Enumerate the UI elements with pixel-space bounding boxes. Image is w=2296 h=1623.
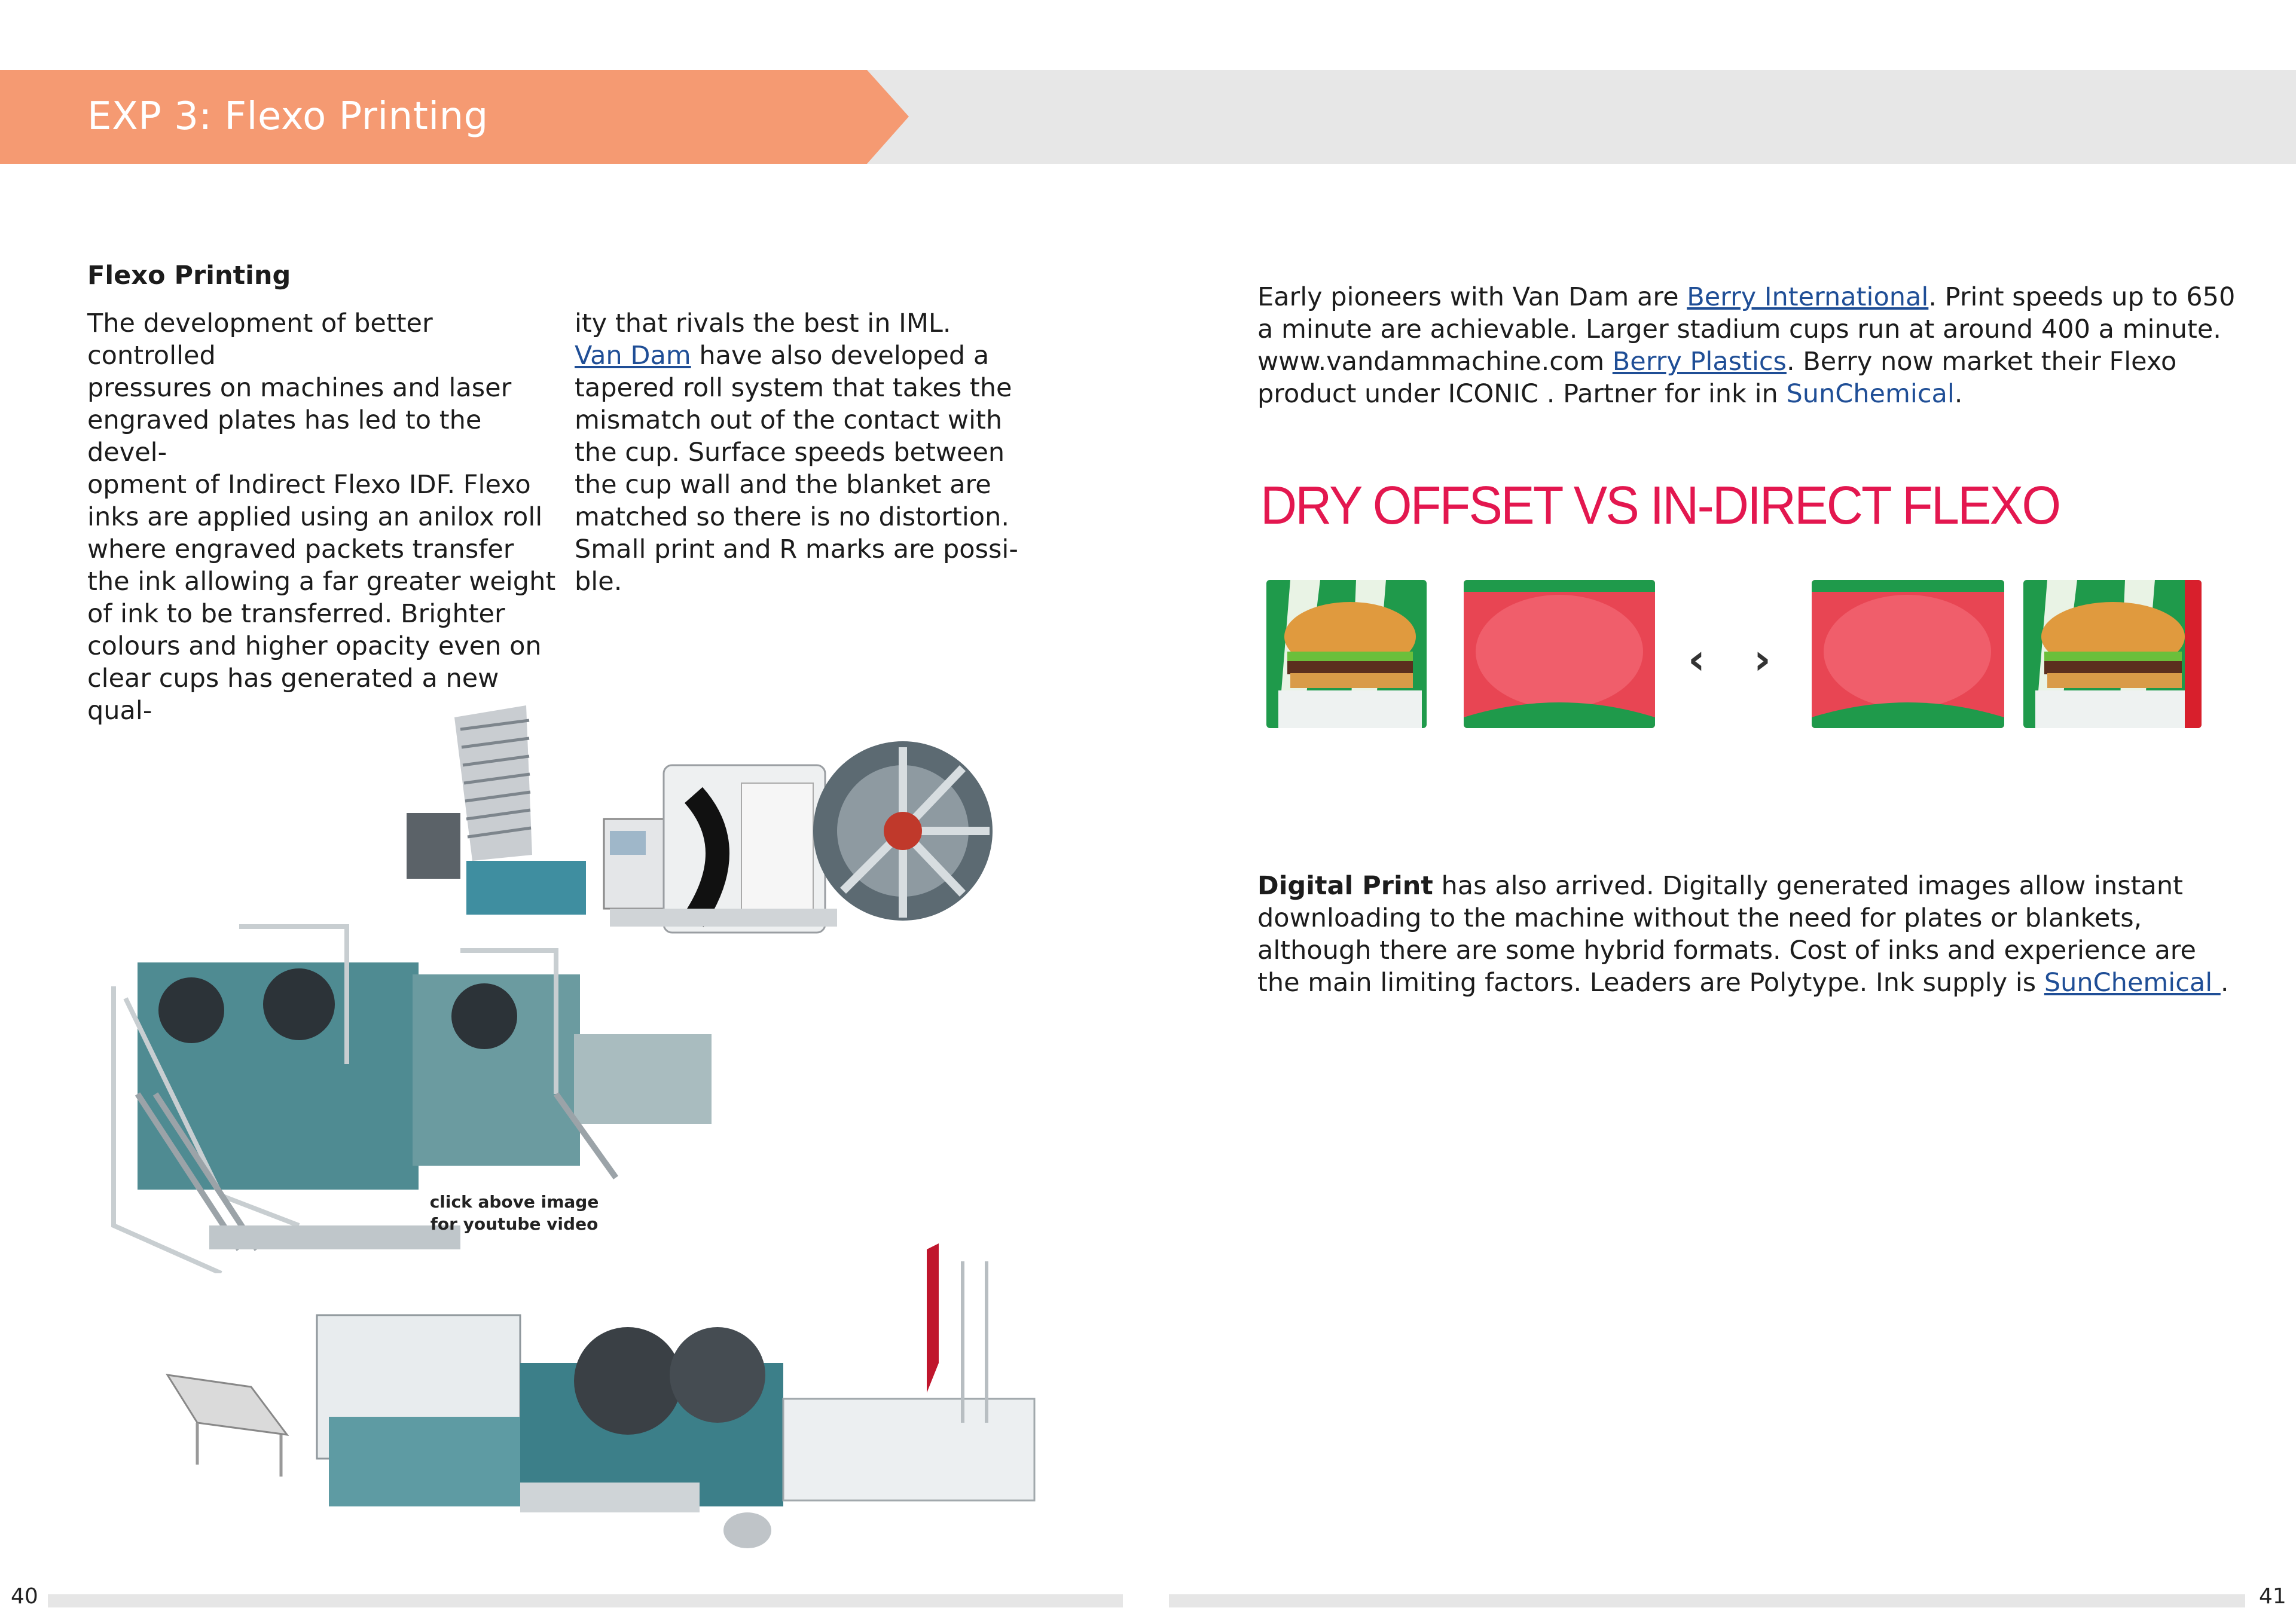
berry-international-link[interactable]: Berry International bbox=[1687, 282, 1929, 312]
body-column-2 bbox=[575, 307, 1047, 598]
p1-b: . Print speeds up to 650 a minute are achievable. Larger stadium cups run at around 400 a minute. www.vandammachine.com bbox=[1257, 282, 2236, 377]
body-column-1: The development of better controlled pressures on machines and laser engraved plates has led to the devel- opment of Indirect Flexo IDF. Flexo inks are applied using an anilox roll where engraved packets transfer the ink allowing a far greater weight of ink to be transferred. Brighter colours and higher opacity even on clear cups has generated a new qual- bbox=[87, 308, 556, 726]
p1-c: . Berry now market their Flexo product under ICONIC . Partner for ink in bbox=[1257, 347, 2177, 409]
comparison-title: DRY OFFSET VS IN-DIRECT FLEXO bbox=[1260, 476, 2060, 536]
section-heading: Flexo Printing bbox=[87, 261, 291, 291]
sunchemical-link-1[interactable]: SunChemical bbox=[1786, 379, 1955, 409]
p2-b: . bbox=[2220, 968, 2229, 998]
digital-print-label: Digital Print bbox=[1257, 871, 1433, 901]
prev-arrow-icon[interactable]: ‹ bbox=[1688, 635, 1705, 684]
col2-line1: ity that rivals the best in IML. bbox=[575, 308, 951, 338]
sunchemical-link-2[interactable]: SunChemical bbox=[2044, 968, 2221, 998]
cup-image-red-right bbox=[1812, 580, 2004, 728]
caption-line2: for youtube video bbox=[430, 1214, 599, 1234]
berry-plastics-link[interactable]: Berry Plastics bbox=[1612, 347, 1787, 377]
video-caption[interactable] bbox=[419, 1191, 610, 1235]
cup-image-burger-right bbox=[2023, 580, 2202, 728]
right-paragraph-2 bbox=[1257, 870, 2238, 999]
flexo-machine-image-middle[interactable] bbox=[102, 915, 718, 1273]
page-number-left: 40 bbox=[11, 1584, 38, 1609]
flexo-machine-image-top[interactable] bbox=[407, 699, 1022, 939]
next-arrow-icon[interactable]: › bbox=[1754, 635, 1771, 684]
footer-bar-right bbox=[1169, 1594, 2245, 1607]
right-paragraph-1 bbox=[1257, 281, 2238, 410]
p2-a: has also arrived. Digitally generated images allow instant downloading to the machine without the need for plates or blankets, although there are some hybrid formats. Cost of inks and experience are the main limiting factors. Leaders are Polytype. Ink supply is bbox=[1257, 871, 2196, 998]
page-number-right: 41 bbox=[2259, 1584, 2286, 1609]
p1-d: . bbox=[1954, 379, 1963, 409]
caption-line1: click above image bbox=[429, 1192, 599, 1212]
cup-image-red-left bbox=[1464, 580, 1655, 728]
van-dam-link[interactable]: Van Dam bbox=[575, 341, 691, 371]
col2-rest: tapered roll system that takes the mismatch out of the contact with the cup. Surface speeds between the cup wall and the blanket are matched so there is no distortion. Small print and R marks are possi- ble. bbox=[575, 373, 1018, 597]
page-title: EXP 3: Flexo Printing bbox=[87, 94, 488, 139]
footer-bar-left bbox=[48, 1594, 1123, 1607]
flexo-machine-image-bottom[interactable] bbox=[161, 1243, 1046, 1554]
cup-image-burger-left bbox=[1266, 580, 1427, 728]
col2-after-link: have also developed a bbox=[691, 341, 990, 371]
p1-a: Early pioneers with Van Dam are bbox=[1257, 282, 1687, 312]
